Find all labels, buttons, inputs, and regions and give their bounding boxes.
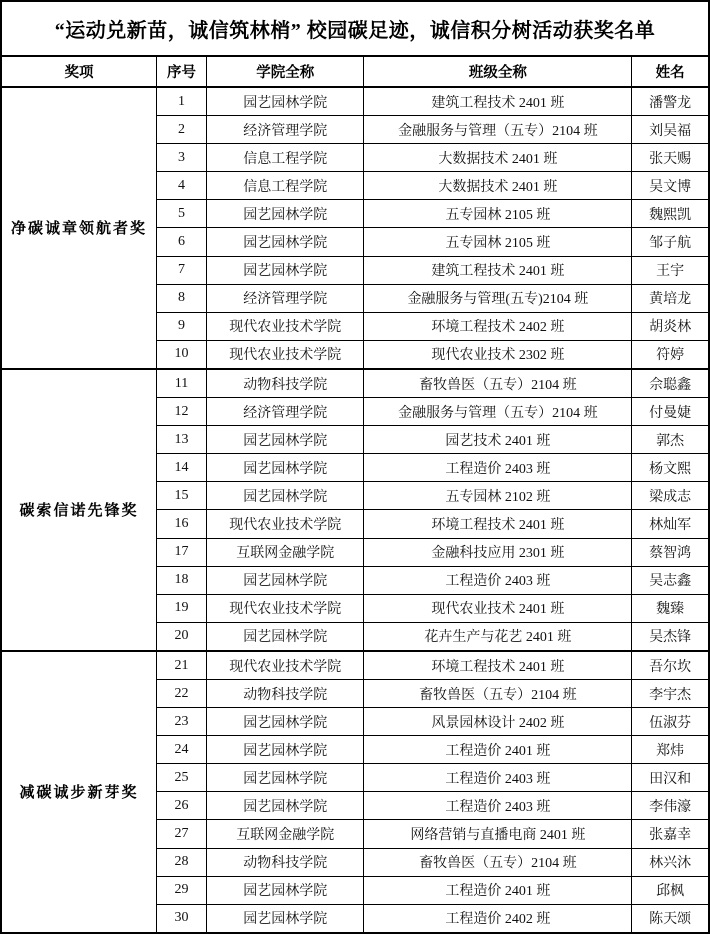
cell-name: 付曼婕 xyxy=(632,398,709,426)
cell-college: 动物科技学院 xyxy=(207,369,364,398)
cell-serial: 16 xyxy=(156,510,206,538)
cell-college: 园艺园林学院 xyxy=(207,454,364,482)
cell-serial: 27 xyxy=(156,820,206,848)
cell-serial: 5 xyxy=(156,200,206,228)
cell-class: 建筑工程技术 2401 班 xyxy=(364,87,632,116)
cell-college: 现代农业技术学院 xyxy=(207,594,364,622)
page-title: “运动兑新苗，诚信筑林梢” 校园碳足迹，诚信积分树活动获奖名单 xyxy=(1,1,709,56)
cell-serial: 14 xyxy=(156,454,206,482)
cell-serial: 7 xyxy=(156,256,206,284)
column-header-college: 学院全称 xyxy=(207,56,364,87)
table-row xyxy=(1,369,709,398)
cell-class: 工程造价 2403 班 xyxy=(364,566,632,594)
cell-serial: 24 xyxy=(156,736,206,764)
cell-name: 佘聪鑫 xyxy=(632,369,709,398)
table-body xyxy=(1,87,709,933)
cell-class: 风景园林设计 2402 班 xyxy=(364,708,632,736)
cell-name: 杨文熙 xyxy=(632,454,709,482)
cell-name: 魏臻 xyxy=(632,594,709,622)
cell-name: 符婷 xyxy=(632,340,709,369)
cell-name: 邹子航 xyxy=(632,228,709,256)
cell-award-category: 减碳诚步新芽奖 xyxy=(1,651,156,933)
cell-serial: 8 xyxy=(156,284,206,312)
cell-name: 魏熙凯 xyxy=(632,200,709,228)
cell-college: 动物科技学院 xyxy=(207,848,364,876)
cell-serial: 6 xyxy=(156,228,206,256)
cell-college: 园艺园林学院 xyxy=(207,87,364,116)
cell-college: 园艺园林学院 xyxy=(207,622,364,651)
cell-serial: 12 xyxy=(156,398,206,426)
cell-class: 五专园林 2102 班 xyxy=(364,482,632,510)
cell-college: 互联网金融学院 xyxy=(207,820,364,848)
table-row xyxy=(1,87,709,116)
cell-college: 园艺园林学院 xyxy=(207,566,364,594)
cell-serial: 22 xyxy=(156,680,206,708)
cell-name: 梁成志 xyxy=(632,482,709,510)
cell-name: 邱枫 xyxy=(632,876,709,904)
cell-college: 动物科技学院 xyxy=(207,680,364,708)
cell-serial: 29 xyxy=(156,876,206,904)
cell-name: 胡炎林 xyxy=(632,312,709,340)
title-row xyxy=(1,1,709,56)
cell-serial: 3 xyxy=(156,144,206,172)
column-header-serial: 序号 xyxy=(156,56,206,87)
cell-college: 园艺园林学院 xyxy=(207,708,364,736)
cell-college: 园艺园林学院 xyxy=(207,904,364,933)
cell-class: 环境工程技术 2402 班 xyxy=(364,312,632,340)
cell-name: 李伟濠 xyxy=(632,792,709,820)
cell-college: 经济管理学院 xyxy=(207,398,364,426)
cell-class: 工程造价 2402 班 xyxy=(364,904,632,933)
cell-name: 陈天颂 xyxy=(632,904,709,933)
cell-class: 五专园林 2105 班 xyxy=(364,200,632,228)
cell-college: 现代农业技术学院 xyxy=(207,312,364,340)
cell-serial: 9 xyxy=(156,312,206,340)
cell-college: 园艺园林学院 xyxy=(207,256,364,284)
cell-class: 现代农业技术 2401 班 xyxy=(364,594,632,622)
cell-name: 伍淑芬 xyxy=(632,708,709,736)
table-row xyxy=(1,651,709,680)
cell-serial: 20 xyxy=(156,622,206,651)
cell-name: 吴志鑫 xyxy=(632,566,709,594)
cell-name: 张嘉幸 xyxy=(632,820,709,848)
cell-serial: 18 xyxy=(156,566,206,594)
cell-serial: 28 xyxy=(156,848,206,876)
column-header-name: 姓名 xyxy=(632,56,709,87)
cell-class: 工程造价 2401 班 xyxy=(364,736,632,764)
cell-class: 畜牧兽医（五专）2104 班 xyxy=(364,848,632,876)
cell-serial: 11 xyxy=(156,369,206,398)
cell-serial: 21 xyxy=(156,651,206,680)
column-header-award: 奖项 xyxy=(1,56,156,87)
cell-class: 环境工程技术 2401 班 xyxy=(364,510,632,538)
cell-name: 蔡智鸿 xyxy=(632,538,709,566)
cell-name: 吴文博 xyxy=(632,172,709,200)
cell-class: 工程造价 2401 班 xyxy=(364,876,632,904)
cell-serial: 13 xyxy=(156,426,206,454)
cell-serial: 2 xyxy=(156,116,206,144)
cell-name: 吴杰锋 xyxy=(632,622,709,651)
cell-class: 大数据技术 2401 班 xyxy=(364,144,632,172)
cell-college: 园艺园林学院 xyxy=(207,876,364,904)
cell-college: 园艺园林学院 xyxy=(207,764,364,792)
cell-class: 花卉生产与花艺 2401 班 xyxy=(364,622,632,651)
cell-college: 园艺园林学院 xyxy=(207,200,364,228)
cell-college: 经济管理学院 xyxy=(207,284,364,312)
cell-class: 畜牧兽医（五专）2104 班 xyxy=(364,680,632,708)
cell-name: 刘吴福 xyxy=(632,116,709,144)
cell-name: 李宇杰 xyxy=(632,680,709,708)
cell-class: 畜牧兽医（五专）2104 班 xyxy=(364,369,632,398)
cell-class: 金融科技应用 2301 班 xyxy=(364,538,632,566)
cell-college: 现代农业技术学院 xyxy=(207,510,364,538)
cell-name: 郭杰 xyxy=(632,426,709,454)
cell-serial: 10 xyxy=(156,340,206,369)
cell-name: 林兴沐 xyxy=(632,848,709,876)
cell-award-category: 净碳诚章领航者奖 xyxy=(1,87,156,369)
header-row xyxy=(1,56,709,87)
cell-class: 网络营销与直播电商 2401 班 xyxy=(364,820,632,848)
cell-college: 互联网金融学院 xyxy=(207,538,364,566)
cell-name: 郑炜 xyxy=(632,736,709,764)
cell-serial: 26 xyxy=(156,792,206,820)
cell-serial: 1 xyxy=(156,87,206,116)
cell-college: 现代农业技术学院 xyxy=(207,651,364,680)
cell-name: 林灿军 xyxy=(632,510,709,538)
cell-class: 金融服务与管理(五专)2104 班 xyxy=(364,284,632,312)
cell-class: 工程造价 2403 班 xyxy=(364,792,632,820)
cell-class: 工程造价 2403 班 xyxy=(364,454,632,482)
cell-serial: 23 xyxy=(156,708,206,736)
cell-college: 经济管理学院 xyxy=(207,116,364,144)
cell-name: 张天赐 xyxy=(632,144,709,172)
cell-name: 吾尔坎 xyxy=(632,651,709,680)
cell-name: 黄培龙 xyxy=(632,284,709,312)
cell-college: 园艺园林学院 xyxy=(207,792,364,820)
cell-serial: 4 xyxy=(156,172,206,200)
cell-college: 园艺园林学院 xyxy=(207,228,364,256)
cell-serial: 30 xyxy=(156,904,206,933)
cell-college: 园艺园林学院 xyxy=(207,426,364,454)
cell-serial: 15 xyxy=(156,482,206,510)
cell-class: 现代农业技术 2302 班 xyxy=(364,340,632,369)
cell-class: 金融服务与管理（五专）2104 班 xyxy=(364,398,632,426)
cell-college: 园艺园林学院 xyxy=(207,736,364,764)
cell-class: 环境工程技术 2401 班 xyxy=(364,651,632,680)
cell-class: 工程造价 2403 班 xyxy=(364,764,632,792)
cell-name: 王宇 xyxy=(632,256,709,284)
cell-college: 园艺园林学院 xyxy=(207,482,364,510)
cell-class: 园艺技术 2401 班 xyxy=(364,426,632,454)
column-header-class: 班级全称 xyxy=(364,56,632,87)
cell-name: 田汉和 xyxy=(632,764,709,792)
cell-college: 现代农业技术学院 xyxy=(207,340,364,369)
cell-award-category: 碳索信诺先锋奖 xyxy=(1,369,156,651)
cell-name: 潘警龙 xyxy=(632,87,709,116)
cell-class: 大数据技术 2401 班 xyxy=(364,172,632,200)
cell-serial: 25 xyxy=(156,764,206,792)
cell-serial: 19 xyxy=(156,594,206,622)
cell-class: 五专园林 2105 班 xyxy=(364,228,632,256)
cell-college: 信息工程学院 xyxy=(207,172,364,200)
cell-class: 金融服务与管理（五专）2104 班 xyxy=(364,116,632,144)
cell-class: 建筑工程技术 2401 班 xyxy=(364,256,632,284)
cell-serial: 17 xyxy=(156,538,206,566)
cell-college: 信息工程学院 xyxy=(207,144,364,172)
